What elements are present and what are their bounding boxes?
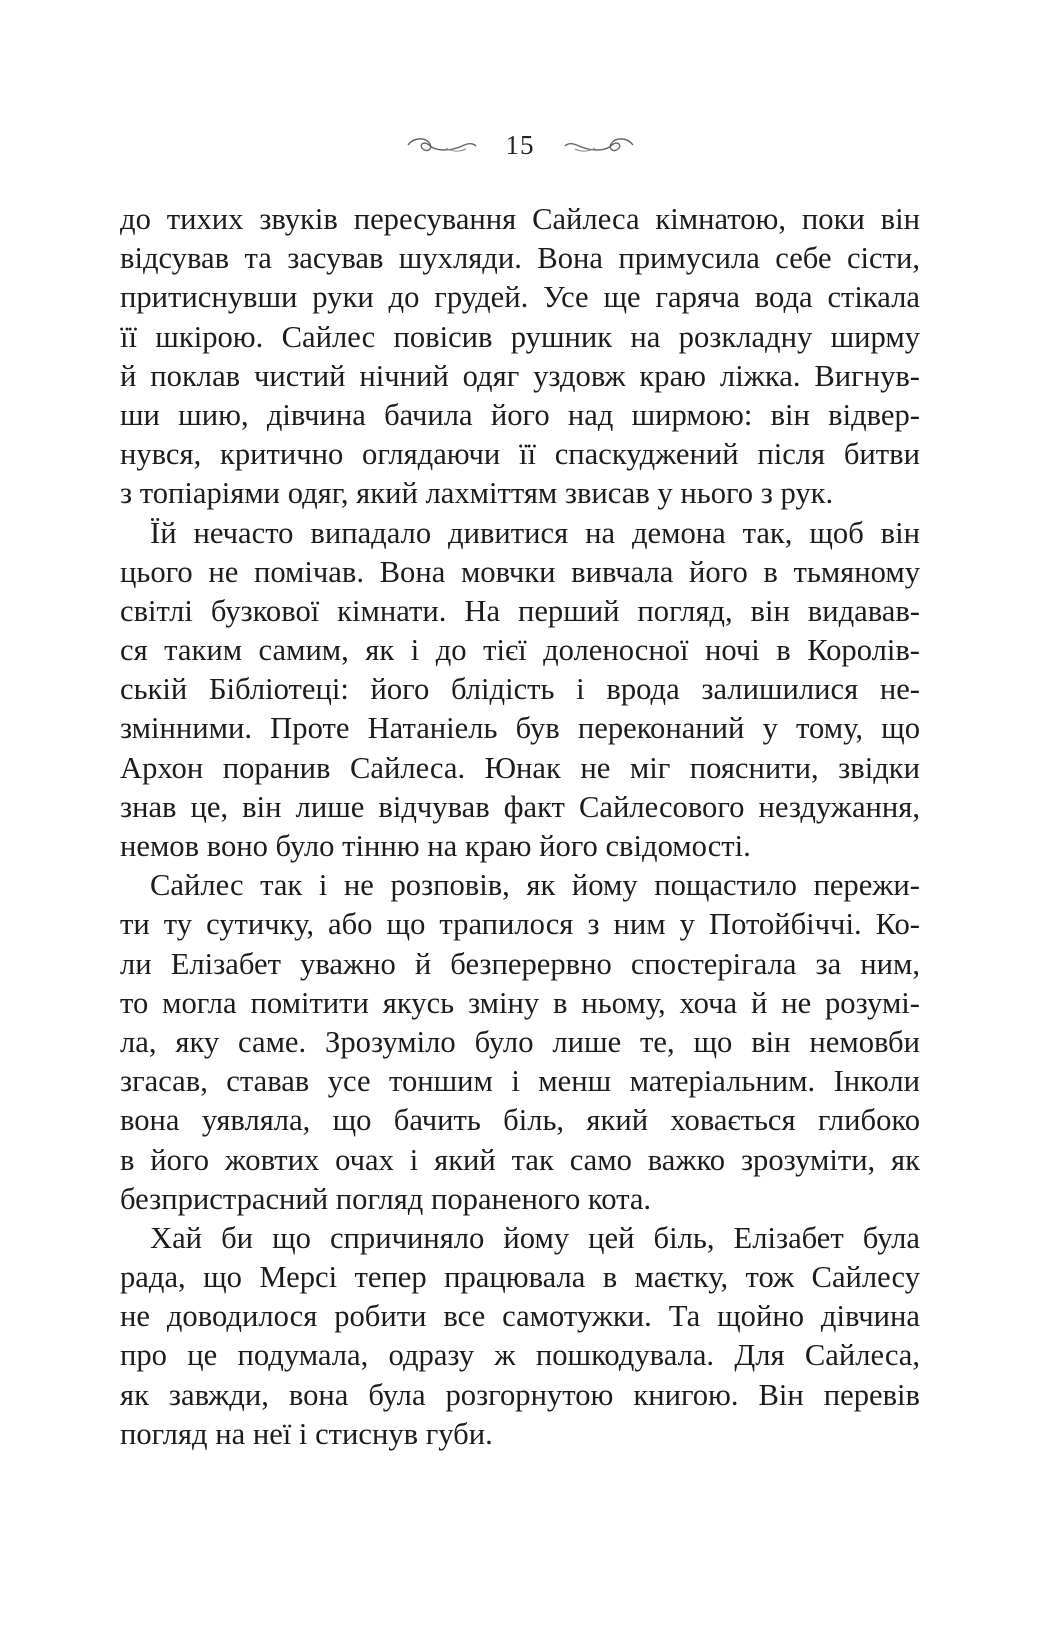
paragraph xyxy=(120,514,920,867)
text-line: нувся, критично оглядаючи її спаскуджений після битви xyxy=(120,437,920,472)
text-line: її шкірою. Сайлес повісив рушник на розкладну ширму xyxy=(120,319,920,354)
text-line: Архон поранив Сайлеса. Юнак не міг пояснити, звідки xyxy=(120,750,920,785)
text-line: з топіаріями одяг, який лахміттям звисав у нього з рук. xyxy=(120,476,834,511)
text-line: ши шию, дівчина бачила його над ширмою: він відвер- xyxy=(120,397,920,432)
text-line: ла, яку саме. Зрозуміло було лише те, що він немовби xyxy=(120,1024,920,1059)
text-line: про це подумала, одразу ж пошкодувала. Для Сайлеса, xyxy=(120,1338,920,1373)
text-line: згасав, ставав усе тоншим і менш матеріальним. Інколи xyxy=(120,1064,920,1099)
left-flourish-ornament-icon xyxy=(406,134,478,156)
text-line: світлі бузкової кімнати. На перший погляд, він видавав- xyxy=(120,593,920,628)
paragraph xyxy=(120,866,920,1219)
text-line: ти ту сутичку, або що трапилося з ним у Потойбіччі. Ко- xyxy=(120,907,920,942)
text-line: вона уявляла, що бачить біль, який ховається глибоко xyxy=(120,1103,920,1138)
text-line: Сайлес так і не розповів, як йому пощастило пережи- xyxy=(150,868,920,903)
text-line: безпристрасний погляд пораненого кота. xyxy=(120,1181,652,1216)
text-line: змінними. Проте Натаніель був переконаний у тому, що xyxy=(120,711,920,746)
text-line: знав це, він лише відчував факт Сайлесового нездужання, xyxy=(120,789,920,824)
text-line: Хай би що спричиняло йому цей біль, Елізабет була xyxy=(150,1220,920,1255)
text-line: до тихих звуків пересування Сайлеса кімнатою, поки він xyxy=(120,202,920,236)
text-line: в його жовтих очах і який так само важко зрозуміти, як xyxy=(120,1142,920,1177)
text-line: як завжди, вона була розгорнутою книгою. Він перевів xyxy=(120,1377,920,1412)
text-line: Їй нечасто випадало дивитися на демона так, щоб він xyxy=(150,515,920,550)
page-number: 15 xyxy=(505,129,535,160)
right-flourish-ornament-icon xyxy=(563,134,635,156)
page-header xyxy=(0,120,1040,170)
text-line: цього не помічав. Вона мовчки вивчала його в тьмяному xyxy=(120,554,920,589)
paragraph xyxy=(120,200,920,514)
text-line: притиснувши руки до грудей. Усе ще гаряча вода стікала xyxy=(120,280,920,315)
text-line: ся таким самим, як і до тієї доленосної ночі в Королів- xyxy=(120,633,920,668)
paragraph xyxy=(120,1219,920,1454)
text-line: ській Бібліотеці: його блідість і врода залишилися не- xyxy=(120,672,920,707)
body-text xyxy=(120,200,920,1454)
text-line: немов воно було тінню на краю його свідомості. xyxy=(120,829,751,863)
text-line: погляд на неї і стиснув губи. xyxy=(120,1416,493,1451)
text-line: й поклав чистий нічний одяг уздовж краю ліжка. Вигнув- xyxy=(120,358,920,393)
text-line: не доводилося робити все самотужки. Та щойно дівчина xyxy=(120,1299,920,1334)
text-line: ли Елізабет уважно й безперервно спостерігала за ним, xyxy=(120,946,920,981)
text-line: рада, що Мерсі тепер працювала в маєтку, тож Сайлесу xyxy=(120,1260,920,1295)
text-line: відсував та засував шухляди. Вона примусила себе сісти, xyxy=(120,241,920,276)
text-line: то могла помітити якусь зміну в ньому, хоча й не розумі- xyxy=(120,985,920,1020)
